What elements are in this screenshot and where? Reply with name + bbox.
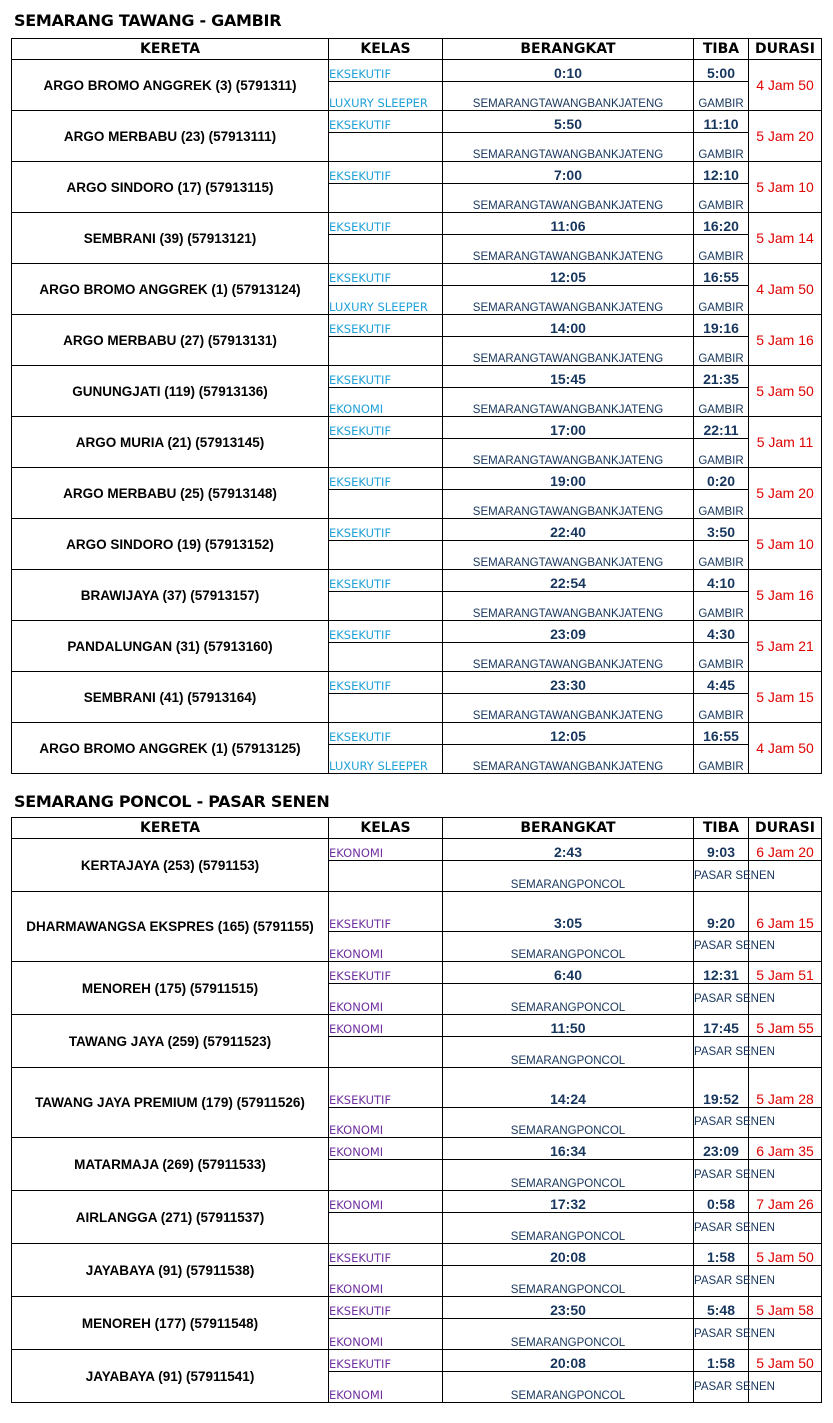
class-secondary <box>329 133 443 162</box>
departure-station: SEMARANGTAWANGBANKJATENG <box>443 337 694 366</box>
class-secondary: EKONOMI <box>329 984 443 1015</box>
departure-time: 22:40 <box>443 519 694 541</box>
class-primary: EKSEKUTIF <box>329 264 443 286</box>
arrival-station: PASAR SENEN <box>694 1372 749 1403</box>
departure-station: SEMARANGPONCOL <box>443 932 694 962</box>
arrival-station: PASAR SENEN <box>694 1266 749 1297</box>
train-name: BRAWIJAYA (37) (57913157) <box>12 570 329 621</box>
duration: 5 Jam 55 <box>749 1015 822 1037</box>
train-name: MENOREH (175) (57911515) <box>12 962 329 1015</box>
departure-time: 0:10 <box>443 60 694 82</box>
table-row <box>12 621 822 643</box>
departure-time: 5:50 <box>443 111 694 133</box>
duration: 5 Jam 51 <box>749 962 822 984</box>
arrival-station: GAMBIR <box>694 439 749 468</box>
header-berangkat: BERANGKAT <box>443 818 694 839</box>
arrival-time: 5:48 <box>694 1297 749 1319</box>
class-secondary <box>329 184 443 213</box>
table-row <box>12 1297 822 1319</box>
duration: 5 Jam 16 <box>749 315 822 366</box>
arrival-time: 1:58 <box>694 1244 749 1266</box>
duration: 5 Jam 10 <box>749 162 822 213</box>
class-primary: EKSEKUTIF <box>329 1244 443 1266</box>
header-berangkat: BERANGKAT <box>443 39 694 60</box>
train-name: SEMBRANI (39) (57913121) <box>12 213 329 264</box>
departure-station: SEMARANGPONCOL <box>443 984 694 1015</box>
arrival-station: PASAR SENEN <box>694 1160 749 1191</box>
class-secondary: EKONOMI <box>329 1108 443 1138</box>
class-primary: EKSEKUTIF <box>329 162 443 184</box>
arrival-time: 0:58 <box>694 1191 749 1213</box>
class-primary: EKSEKUTIF <box>329 315 443 337</box>
departure-station: SEMARANGTAWANGBANKJATENG <box>443 439 694 468</box>
arrival-time: 23:09 <box>694 1138 749 1160</box>
departure-time: 20:08 <box>443 1350 694 1372</box>
departure-station: SEMARANGTAWANGBANKJATENG <box>443 133 694 162</box>
class-primary: EKSEKUTIF <box>329 60 443 82</box>
departure-time: 23:30 <box>443 672 694 694</box>
train-name: PANDALUNGAN (31) (57913160) <box>12 621 329 672</box>
train-name: ARGO BROMO ANGGREK (3) (5791311) <box>12 60 329 111</box>
duration: 4 Jam 50 <box>749 60 822 111</box>
departure-station: SEMARANGTAWANGBANKJATENG <box>443 694 694 723</box>
class-secondary <box>329 1213 443 1244</box>
arrival-station: GAMBIR <box>694 286 749 315</box>
duration: 5 Jam 11 <box>749 417 822 468</box>
table-row <box>12 519 822 541</box>
class-secondary <box>329 490 443 519</box>
class-primary: EKSEKUTIF <box>329 672 443 694</box>
class-secondary <box>329 235 443 264</box>
duration: 5 Jam 28 <box>749 1068 822 1108</box>
table-header <box>12 818 822 839</box>
arrival-station: GAMBIR <box>694 490 749 519</box>
train-name: GUNUNGJATI (119) (57913136) <box>12 366 329 417</box>
arrival-station: GAMBIR <box>694 541 749 570</box>
arrival-time: 21:35 <box>694 366 749 388</box>
departure-station: SEMARANGTAWANGBANKJATENG <box>443 745 694 774</box>
train-name: MENOREH (177) (57911548) <box>12 1297 329 1350</box>
departure-station: SEMARANGTAWANGBANKJATENG <box>443 235 694 264</box>
arrival-time: 3:50 <box>694 519 749 541</box>
schedule-table-poncol-senen <box>11 817 822 1403</box>
arrival-station: PASAR SENEN <box>694 984 749 1015</box>
departure-time: 22:54 <box>443 570 694 592</box>
class-primary: EKSEKUTIF <box>329 366 443 388</box>
arrival-time: 5:00 <box>694 60 749 82</box>
header-durasi: DURASI <box>749 39 822 60</box>
table-row <box>12 723 822 745</box>
duration: 5 Jam 20 <box>749 111 822 162</box>
arrival-time: 11:10 <box>694 111 749 133</box>
arrival-time: 9:20 <box>694 892 749 932</box>
departure-time: 19:00 <box>443 468 694 490</box>
header-kelas: KELAS <box>329 39 443 60</box>
class-primary: EKSEKUTIF <box>329 417 443 439</box>
train-name: ARGO MERBABU (23) (57913111) <box>12 111 329 162</box>
arrival-station: PASAR SENEN <box>694 1213 749 1244</box>
train-name: ARGO SINDORO (17) (57913115) <box>12 162 329 213</box>
table-row <box>12 1068 822 1108</box>
duration: 6 Jam 15 <box>749 892 822 932</box>
train-name: KERTAJAYA (253) (5791153) <box>12 839 329 892</box>
table-row <box>12 468 822 490</box>
duration: 5 Jam 15 <box>749 672 822 723</box>
departure-time: 15:45 <box>443 366 694 388</box>
train-name: ARGO BROMO ANGGREK (1) (57913124) <box>12 264 329 315</box>
train-name: DHARMAWANGSA EKSPRES (165) (5791155) <box>12 892 329 962</box>
class-primary: EKSEKUTIF <box>329 892 443 932</box>
departure-station: SEMARANGPONCOL <box>443 1372 694 1403</box>
arrival-station: GAMBIR <box>694 694 749 723</box>
arrival-station: PASAR SENEN <box>694 932 749 962</box>
departure-time: 11:06 <box>443 213 694 235</box>
table-row <box>12 962 822 984</box>
duration: 5 Jam 50 <box>749 1350 822 1372</box>
departure-time: 2:43 <box>443 839 694 861</box>
class-secondary: EKONOMI <box>329 388 443 417</box>
table-row <box>12 111 822 133</box>
train-name: JAYABAYA (91) (57911538) <box>12 1244 329 1297</box>
section-title-tawang-gambir: SEMARANG TAWANG - GAMBIR <box>14 11 282 30</box>
table-row <box>12 1350 822 1372</box>
train-name: ARGO MERBABU (25) (57913148) <box>12 468 329 519</box>
class-secondary: EKONOMI <box>329 1319 443 1350</box>
arrival-station: GAMBIR <box>694 184 749 213</box>
departure-station: SEMARANGPONCOL <box>443 1319 694 1350</box>
departure-time: 12:05 <box>443 264 694 286</box>
class-secondary: EKONOMI <box>329 932 443 962</box>
duration: 5 Jam 16 <box>749 570 822 621</box>
class-primary: EKONOMI <box>329 839 443 861</box>
class-secondary: EKONOMI <box>329 1266 443 1297</box>
departure-station: SEMARANGTAWANGBANKJATENG <box>443 643 694 672</box>
arrival-station: PASAR SENEN <box>694 861 749 892</box>
table-row <box>12 1015 822 1037</box>
departure-time: 14:24 <box>443 1068 694 1108</box>
class-secondary: LUXURY SLEEPER <box>329 286 443 315</box>
class-secondary <box>329 541 443 570</box>
departure-station: SEMARANGTAWANGBANKJATENG <box>443 541 694 570</box>
class-primary: EKSEKUTIF <box>329 723 443 745</box>
header-kereta: KERETA <box>12 39 329 60</box>
train-name: ARGO MURIA (21) (57913145) <box>12 417 329 468</box>
arrival-station: GAMBIR <box>694 388 749 417</box>
duration: 5 Jam 10 <box>749 519 822 570</box>
departure-station: SEMARANGTAWANGBANKJATENG <box>443 286 694 315</box>
departure-time: 23:50 <box>443 1297 694 1319</box>
arrival-time: 16:55 <box>694 723 749 745</box>
class-primary: EKSEKUTIF <box>329 213 443 235</box>
table-row <box>12 570 822 592</box>
departure-time: 23:09 <box>443 621 694 643</box>
table-row <box>12 417 822 439</box>
arrival-time: 4:10 <box>694 570 749 592</box>
class-primary: EKSEKUTIF <box>329 519 443 541</box>
departure-time: 17:00 <box>443 417 694 439</box>
section-title-poncol-senen: SEMARANG PONCOL - PASAR SENEN <box>14 792 330 811</box>
duration: 4 Jam 50 <box>749 723 822 774</box>
train-name: TAWANG JAYA PREMIUM (179) (57911526) <box>12 1068 329 1138</box>
arrival-station: GAMBIR <box>694 643 749 672</box>
arrival-time: 19:16 <box>694 315 749 337</box>
arrival-station: GAMBIR <box>694 82 749 111</box>
arrival-time: 0:20 <box>694 468 749 490</box>
arrival-station: GAMBIR <box>694 592 749 621</box>
arrival-time: 12:31 <box>694 962 749 984</box>
duration: 5 Jam 58 <box>749 1297 822 1319</box>
arrival-station: PASAR SENEN <box>694 1037 749 1068</box>
class-primary: EKSEKUTIF <box>329 1297 443 1319</box>
arrival-station: PASAR SENEN <box>694 1108 749 1138</box>
duration: 4 Jam 50 <box>749 264 822 315</box>
departure-station: SEMARANGTAWANGBANKJATENG <box>443 184 694 213</box>
header-tiba: TIBA <box>694 39 749 60</box>
duration: 6 Jam 20 <box>749 839 822 861</box>
departure-time: 3:05 <box>443 892 694 932</box>
class-secondary <box>329 337 443 366</box>
class-secondary <box>329 1037 443 1068</box>
arrival-station: GAMBIR <box>694 133 749 162</box>
schedule-table-tawang-gambir <box>11 38 822 774</box>
departure-time: 6:40 <box>443 962 694 984</box>
class-secondary: LUXURY SLEEPER <box>329 745 443 774</box>
train-name: ARGO BROMO ANGGREK (1) (57913125) <box>12 723 329 774</box>
duration: 5 Jam 14 <box>749 213 822 264</box>
class-secondary <box>329 694 443 723</box>
departure-station: SEMARANGTAWANGBANKJATENG <box>443 388 694 417</box>
arrival-time: 9:03 <box>694 839 749 861</box>
duration: 7 Jam 26 <box>749 1191 822 1213</box>
duration: 6 Jam 35 <box>749 1138 822 1160</box>
arrival-time: 17:45 <box>694 1015 749 1037</box>
arrival-time: 22:11 <box>694 417 749 439</box>
class-primary: EKONOMI <box>329 1138 443 1160</box>
duration: 5 Jam 50 <box>749 1244 822 1266</box>
class-primary: EKONOMI <box>329 1015 443 1037</box>
departure-station: SEMARANGPONCOL <box>443 1108 694 1138</box>
class-primary: EKONOMI <box>329 1191 443 1213</box>
departure-time: 14:00 <box>443 315 694 337</box>
arrival-station: GAMBIR <box>694 337 749 366</box>
class-secondary: LUXURY SLEEPER <box>329 82 443 111</box>
train-name: ARGO SINDORO (19) (57913152) <box>12 519 329 570</box>
train-name: ARGO MERBABU (27) (57913131) <box>12 315 329 366</box>
departure-station: SEMARANGPONCOL <box>443 861 694 892</box>
departure-station: SEMARANGPONCOL <box>443 1160 694 1191</box>
class-primary: EKSEKUTIF <box>329 570 443 592</box>
departure-time: 12:05 <box>443 723 694 745</box>
departure-station: SEMARANGTAWANGBANKJATENG <box>443 490 694 519</box>
departure-time: 7:00 <box>443 162 694 184</box>
class-primary: EKSEKUTIF <box>329 111 443 133</box>
train-name: TAWANG JAYA (259) (57911523) <box>12 1015 329 1068</box>
duration: 5 Jam 20 <box>749 468 822 519</box>
duration: 5 Jam 21 <box>749 621 822 672</box>
arrival-time: 12:10 <box>694 162 749 184</box>
duration: 5 Jam 50 <box>749 366 822 417</box>
train-name: AIRLANGGA (271) (57911537) <box>12 1191 329 1244</box>
departure-time: 17:32 <box>443 1191 694 1213</box>
class-primary: EKSEKUTIF <box>329 962 443 984</box>
table-header <box>12 39 822 60</box>
class-secondary <box>329 592 443 621</box>
departure-time: 20:08 <box>443 1244 694 1266</box>
table-row <box>12 366 822 388</box>
class-secondary <box>329 1160 443 1191</box>
class-secondary <box>329 861 443 892</box>
header-kereta: KERETA <box>12 818 329 839</box>
class-primary: EKSEKUTIF <box>329 468 443 490</box>
departure-station: SEMARANGTAWANGBANKJATENG <box>443 592 694 621</box>
arrival-time: 16:20 <box>694 213 749 235</box>
arrival-time: 1:58 <box>694 1350 749 1372</box>
departure-time: 11:50 <box>443 1015 694 1037</box>
table-row <box>12 315 822 337</box>
departure-time: 16:34 <box>443 1138 694 1160</box>
arrival-time: 4:30 <box>694 621 749 643</box>
header-durasi: DURASI <box>749 818 822 839</box>
table-row <box>12 60 822 82</box>
table-row <box>12 1138 822 1160</box>
train-name: MATARMAJA (269) (57911533) <box>12 1138 329 1191</box>
arrival-station: PASAR SENEN <box>694 1319 749 1350</box>
header-kelas: KELAS <box>329 818 443 839</box>
class-primary: EKSEKUTIF <box>329 1068 443 1108</box>
table-row <box>12 162 822 184</box>
train-name: JAYABAYA (91) (57911541) <box>12 1350 329 1403</box>
train-name: SEMBRANI (41) (57913164) <box>12 672 329 723</box>
arrival-station: GAMBIR <box>694 235 749 264</box>
arrival-station: GAMBIR <box>694 745 749 774</box>
table-row <box>12 892 822 932</box>
table-row <box>12 213 822 235</box>
table-row <box>12 264 822 286</box>
departure-station: SEMARANGPONCOL <box>443 1266 694 1297</box>
class-secondary <box>329 643 443 672</box>
class-secondary: EKONOMI <box>329 1372 443 1403</box>
table-row <box>12 1244 822 1266</box>
arrival-time: 4:45 <box>694 672 749 694</box>
class-primary: EKSEKUTIF <box>329 621 443 643</box>
departure-station: SEMARANGPONCOL <box>443 1037 694 1068</box>
header-tiba: TIBA <box>694 818 749 839</box>
departure-station: SEMARANGPONCOL <box>443 1213 694 1244</box>
departure-station: SEMARANGTAWANGBANKJATENG <box>443 82 694 111</box>
table-row <box>12 1191 822 1213</box>
table-row <box>12 839 822 861</box>
arrival-time: 16:55 <box>694 264 749 286</box>
class-primary: EKSEKUTIF <box>329 1350 443 1372</box>
table-row <box>12 672 822 694</box>
arrival-time: 19:52 <box>694 1068 749 1108</box>
class-secondary <box>329 439 443 468</box>
